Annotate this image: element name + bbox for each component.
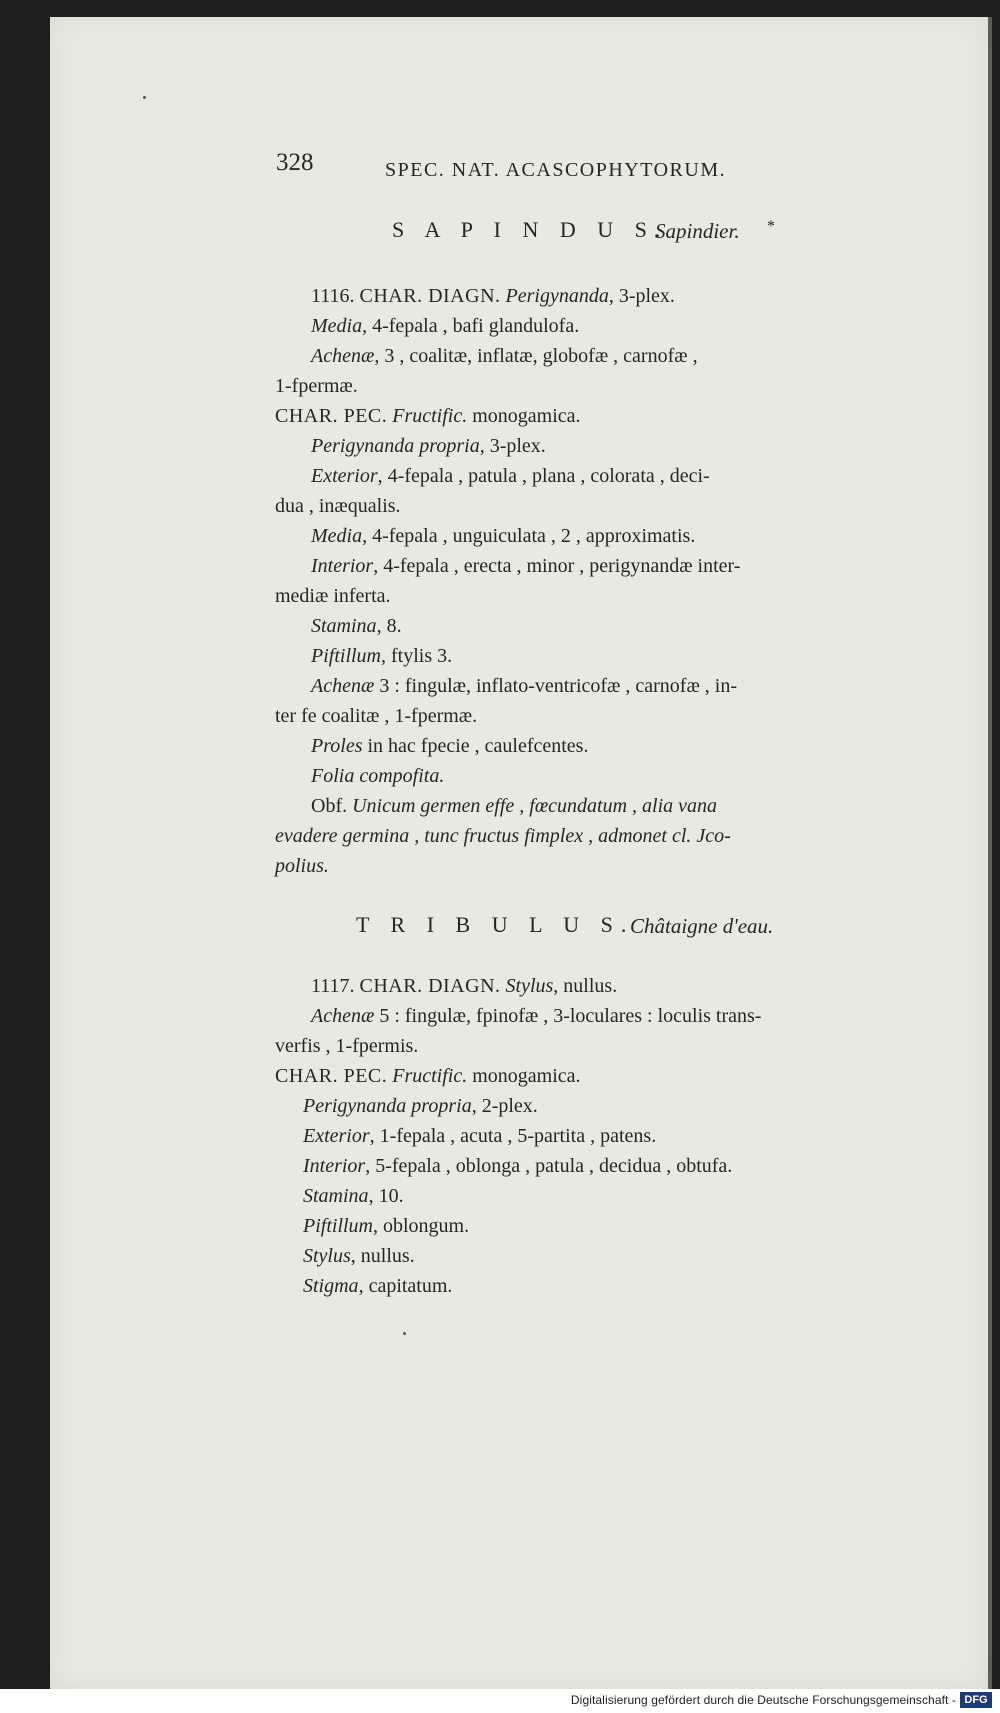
tribulus-line-4	[275, 1063, 581, 1089]
dfg-logo: DFG	[960, 1692, 992, 1708]
line-rest: 5 : fingulæ, fpinofæ , 3-loculares : loculis trans-	[379, 1005, 762, 1027]
running-head: SPEC. NAT. ACASCOPHYTORUM.	[385, 159, 727, 181]
tribulus-line-5	[303, 1093, 538, 1119]
line-rest: , 4-fepala , unguiculata , 2 , approximatis.	[362, 525, 696, 547]
obs-text: Unicum germen effe , fœcundatum , alia vana	[352, 795, 718, 817]
line-rest: , 5-fepala , oblonga , patula , decidua , obtufa.	[365, 1155, 733, 1177]
tribulus-line-8	[303, 1183, 404, 1209]
line-rest: , nullus.	[553, 975, 618, 997]
line-rest: 3 : fingulæ, inflato-ventricofæ , carnofæ , in-	[379, 675, 738, 697]
line-rest: , 8.	[376, 615, 402, 637]
sapindus-line-7	[311, 463, 710, 489]
term: Interior	[311, 555, 374, 577]
footer-credit: Digitalisierung gefördert durch die Deutsche Forschungsgemeinschaft -	[570, 1693, 956, 1707]
char-pec-label: CHAR. PEC.	[275, 405, 388, 427]
term: Stigma	[303, 1275, 359, 1297]
term: Stylus	[505, 975, 554, 997]
sapindus-line-19: evadere germina , tunc fructus fimplex , admonet cl. Jco-	[275, 825, 731, 847]
term: Piftillum	[303, 1215, 373, 1237]
entry-number: 1117.	[311, 975, 355, 997]
line-rest: , 1-fepala , acuta , 5-partita , patens.	[369, 1125, 657, 1147]
line-rest: , 10.	[368, 1185, 404, 1207]
sapindus-line-20: polius.	[275, 855, 329, 877]
sapindus-line-1	[311, 283, 675, 309]
term: Stylus	[303, 1245, 351, 1267]
line-rest: , capitatum.	[358, 1275, 453, 1297]
line-rest: , 4-fepala , patula , plana , colorata , deci-	[377, 465, 710, 487]
genus-title-tribulus: T R I B U L U S.	[356, 912, 635, 937]
line-rest: , ftylis 3.	[381, 645, 453, 667]
term: Proles	[311, 735, 363, 757]
char-diagn-label: CHAR. DIAGN.	[359, 285, 501, 307]
term: Achenæ	[311, 1005, 375, 1027]
line-rest: monogamica.	[472, 405, 581, 427]
term: Achenæ	[311, 675, 375, 697]
tribulus-line-7	[303, 1153, 732, 1179]
obs-label: Obf.	[311, 795, 348, 817]
tribulus-line-2	[311, 1003, 761, 1029]
genus-mark: *	[767, 218, 775, 235]
sapindus-line-9	[311, 523, 695, 549]
tribulus-line-9	[303, 1213, 469, 1239]
line-rest: monogamica.	[472, 1065, 581, 1087]
paper-speck	[143, 96, 146, 99]
sapindus-line-10	[311, 553, 740, 579]
tribulus-line-1	[311, 973, 617, 999]
sapindus-line-15: ter fe coalitæ , 1-fpermæ.	[275, 705, 478, 727]
term: Interior	[303, 1155, 366, 1177]
line-rest: , 3-plex.	[608, 285, 675, 307]
term: Exterior	[311, 465, 378, 487]
sapindus-line-17: Folia compofita.	[311, 765, 445, 787]
term: Fructific.	[392, 405, 468, 427]
line-rest: , nullus.	[350, 1245, 415, 1267]
line-rest: , 3-plex.	[479, 435, 546, 457]
sapindus-line-2	[311, 313, 579, 339]
tribulus-line-11	[303, 1273, 452, 1299]
sapindus-line-8: dua , inæqualis.	[275, 495, 401, 517]
term: Stamina	[303, 1185, 369, 1207]
term: Fructific.	[392, 1065, 468, 1087]
genus-title-sapindus: S A P I N D U S.	[392, 217, 669, 242]
digitization-footer	[0, 1689, 1000, 1713]
tribulus-line-3: verfis , 1-fpermis.	[275, 1035, 419, 1057]
sapindus-line-5	[275, 403, 581, 429]
sapindus-line-4: 1-fpermæ.	[275, 375, 358, 397]
sapindus-line-16	[311, 733, 588, 759]
sapindus-line-18	[311, 793, 717, 819]
term: Media	[311, 525, 363, 547]
sapindus-line-3	[311, 343, 901, 369]
line-rest: in hac fpecie , caulefcentes.	[367, 735, 589, 757]
genus-french-tribulus: Châtaigne d'eau.	[630, 914, 774, 938]
term: Media	[311, 315, 363, 337]
line-rest: , 4-fepala , bafi glandulofa.	[362, 315, 580, 337]
line-rest: , 4-fepala , erecta , minor , perigynandæ inter-	[373, 555, 741, 577]
book-page	[50, 17, 988, 1689]
line-rest: , 3 , coalitæ, inflatæ, globofæ , carnofæ ,	[374, 345, 698, 367]
line-rest: , oblongum.	[373, 1215, 470, 1237]
term: Exterior	[303, 1125, 370, 1147]
sapindus-line-13	[311, 643, 452, 669]
entry-number: 1116.	[311, 285, 355, 307]
page-number: 328	[276, 149, 314, 176]
char-pec-label: CHAR. PEC.	[275, 1065, 388, 1087]
genus-french-sapindus: Sapindier.	[655, 219, 740, 243]
sapindus-line-11: mediæ inferta.	[275, 585, 391, 607]
tribulus-line-10	[303, 1243, 415, 1269]
term: Achenæ	[311, 345, 375, 367]
paper-speck	[403, 1332, 406, 1335]
term: Perigynanda propria	[311, 435, 480, 457]
sapindus-line-14	[311, 673, 737, 699]
term: Perigynanda	[505, 285, 609, 307]
term: Perigynanda propria	[303, 1095, 472, 1117]
sapindus-line-12	[311, 613, 402, 639]
page-edge	[988, 17, 992, 1689]
tribulus-line-6	[303, 1123, 656, 1149]
term: Stamina	[311, 615, 377, 637]
char-diagn-label: CHAR. DIAGN.	[359, 975, 501, 997]
line-rest: , 2-plex.	[471, 1095, 538, 1117]
sapindus-line-6	[311, 433, 546, 459]
term: Piftillum	[311, 645, 381, 667]
